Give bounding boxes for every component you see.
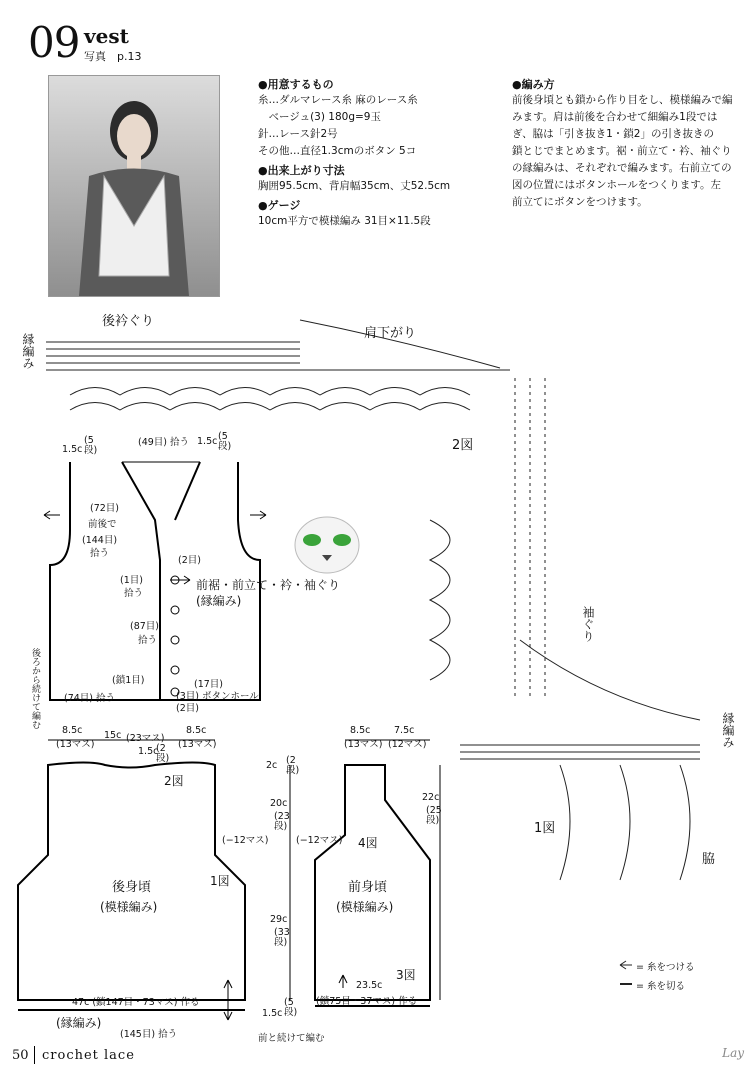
method-line-5: の縁編みは、それぞれで編みます。右前立ての xyxy=(512,162,732,174)
buttonhole-label: (3目) ボタンホール xyxy=(176,691,259,702)
materials-line-3: 針…レース針2号 xyxy=(258,128,338,140)
pattern-number: 09 xyxy=(28,18,80,67)
fig3-label: 3図 xyxy=(396,968,416,982)
side-label: 脇 xyxy=(702,852,716,867)
pick-chain-1: (鎖1目) xyxy=(112,675,145,686)
dim-12-masu: (12マス) xyxy=(388,739,427,750)
dim-15-bottom: 1.5c xyxy=(262,1008,283,1019)
back-neck-label: 後衿ぐり xyxy=(102,314,155,329)
pick-label-1: 拾う xyxy=(90,548,110,559)
gauge-text: 10cm平方で模様編み 31目×11.5段 xyxy=(258,215,431,227)
method-line-4: 鎖とじでまとめます。裾・前立て・衿、袖ぐり xyxy=(512,145,732,157)
page-number: 50 xyxy=(12,1048,29,1063)
front-edging-sub: (縁編み) xyxy=(196,594,242,608)
materials-line-4: その他…直径1.3cmのボタン 5コ xyxy=(258,145,417,157)
edging-label-top: 縁編み xyxy=(21,333,35,369)
rows5-right: (5段) xyxy=(218,431,232,452)
materials-heading: ●用意するもの xyxy=(258,78,334,91)
footer-divider xyxy=(34,1046,35,1064)
materials-line-2: ベージュ(3) 180g=9玉 xyxy=(258,111,381,123)
fig1-label-chart: 1図 xyxy=(534,821,556,836)
method-line-7: 前立てにボタンをつけます。 xyxy=(512,196,648,208)
edging-label-side: 縁編み xyxy=(721,712,735,748)
fig2-label-chart: 2図 xyxy=(452,438,474,453)
w15-left: 1.5c xyxy=(62,444,83,455)
dim-5-rows-bottom: (5段) xyxy=(284,997,298,1018)
stitch-2-top: (2目) xyxy=(178,555,201,566)
finished-text: 胸囲95.5cm、背肩幅35cm、丈52.5cm xyxy=(258,180,451,192)
dim-2-rows: (2段) xyxy=(286,755,300,776)
fig2-label-back: 2図 xyxy=(164,774,184,788)
fig4-label: 4図 xyxy=(358,836,378,850)
dim-13-front: (13マス) xyxy=(344,739,383,750)
pattern-title: vest xyxy=(84,24,129,48)
pick-72: (72目) xyxy=(90,503,120,514)
dim-13-right: (13マス) xyxy=(178,739,217,750)
front-body-name: 前身頃 xyxy=(348,880,388,895)
cat-face-illustration xyxy=(295,517,359,573)
shoulder-slope-label: 肩下がり xyxy=(364,326,417,341)
dim-85-right: 8.5c xyxy=(186,725,207,736)
dim-2c: 2c xyxy=(266,760,278,771)
photo-reference: 写真 p.13 xyxy=(84,50,142,63)
method-line-2: みます。肩は前後を合わせて細編み1段では xyxy=(512,111,718,123)
dim-2-rows-back: (2段) xyxy=(156,743,170,764)
continue-from-back: 後ろから続けて編む xyxy=(30,648,40,729)
dim-22c: 22c xyxy=(422,792,440,803)
bottom-edging: (縁編み) xyxy=(56,1016,102,1030)
pick-144: (144目) xyxy=(82,535,118,546)
w15-right: 1.5c xyxy=(197,436,218,447)
back-body-pattern: (模様編み) xyxy=(100,900,158,914)
dim-85-front: 8.5c xyxy=(350,725,371,736)
dim-145-pick: (145目) 拾う xyxy=(120,1029,178,1040)
dim-minus12-front: (−12マス) xyxy=(296,835,343,846)
stitch-2-bottom: (2目) xyxy=(176,703,199,714)
stitch-17: (17目) xyxy=(194,679,224,690)
publication-name: crochet lace xyxy=(42,1048,135,1063)
method-line-6: 図の位置にはボタンホールをつくります。左 xyxy=(512,179,721,191)
dim-29c: 29c xyxy=(270,914,288,925)
pick-label-3: 拾う xyxy=(138,635,158,646)
dim-85-left: 8.5c xyxy=(62,725,83,736)
fig1-label-back: 1図 xyxy=(210,874,230,888)
dim-23-rows: (23段) xyxy=(274,811,290,832)
back-body-name: 後身頃 xyxy=(112,880,152,895)
dim-75: 7.5c xyxy=(394,725,415,736)
dim-15-small: 1.5c xyxy=(138,746,159,757)
legend-attach: = 糸をつける xyxy=(636,962,695,973)
dim-33-rows: (33段) xyxy=(274,927,290,948)
dim-47c-chain: 47c (鎖147目・73マス) 作る xyxy=(72,997,200,1008)
pick-1: (1目) xyxy=(120,575,143,586)
dim-15: 15c xyxy=(104,730,122,741)
armhole-label: 袖ぐり xyxy=(581,606,595,642)
dim-20c: 20c xyxy=(270,798,288,809)
materials-line-1: 糸…ダルマレース糸 麻のレース糸 xyxy=(258,94,418,106)
dim-minus12-back: (−12マス) xyxy=(222,835,269,846)
continue-with-front: 前と続けて編む xyxy=(258,1033,325,1044)
front-back-label: 前後で xyxy=(88,519,117,530)
pick-87: (87目) xyxy=(130,621,160,632)
method-line-1: 前後身頃とも鎖から作り目をし、模様編みで編 xyxy=(512,94,733,106)
dim-235c: 23.5c xyxy=(356,980,383,991)
gauge-heading: ●ゲージ xyxy=(258,199,301,212)
dim-75-chain: (鎖75目・37マス) 作る xyxy=(316,996,418,1007)
method-line-3: ぎ、脇は「引き抜き1・鎖2」の引き抜きの xyxy=(512,128,714,140)
pick-label-2: 拾う xyxy=(124,588,144,599)
corner-watermark: Lay xyxy=(722,1046,744,1060)
pick-74: (74目) 拾う xyxy=(64,693,116,704)
dim-25-rows: (25段) xyxy=(426,805,442,826)
finished-heading: ●出来上がり寸法 xyxy=(258,164,345,177)
dim-23-masu: (23マス) xyxy=(126,733,165,744)
legend-cut: = 糸を切る xyxy=(636,981,685,992)
pick-49: (49目) 拾う xyxy=(138,437,190,448)
front-edging-label: 前裾・前立て・衿・袖ぐり xyxy=(196,578,341,592)
method-heading: ●編み方 xyxy=(512,78,555,91)
front-body-pattern: (模様編み) xyxy=(336,900,394,914)
dim-13-left: (13マス) xyxy=(56,739,95,750)
rows5-left: (5段) xyxy=(84,435,98,456)
